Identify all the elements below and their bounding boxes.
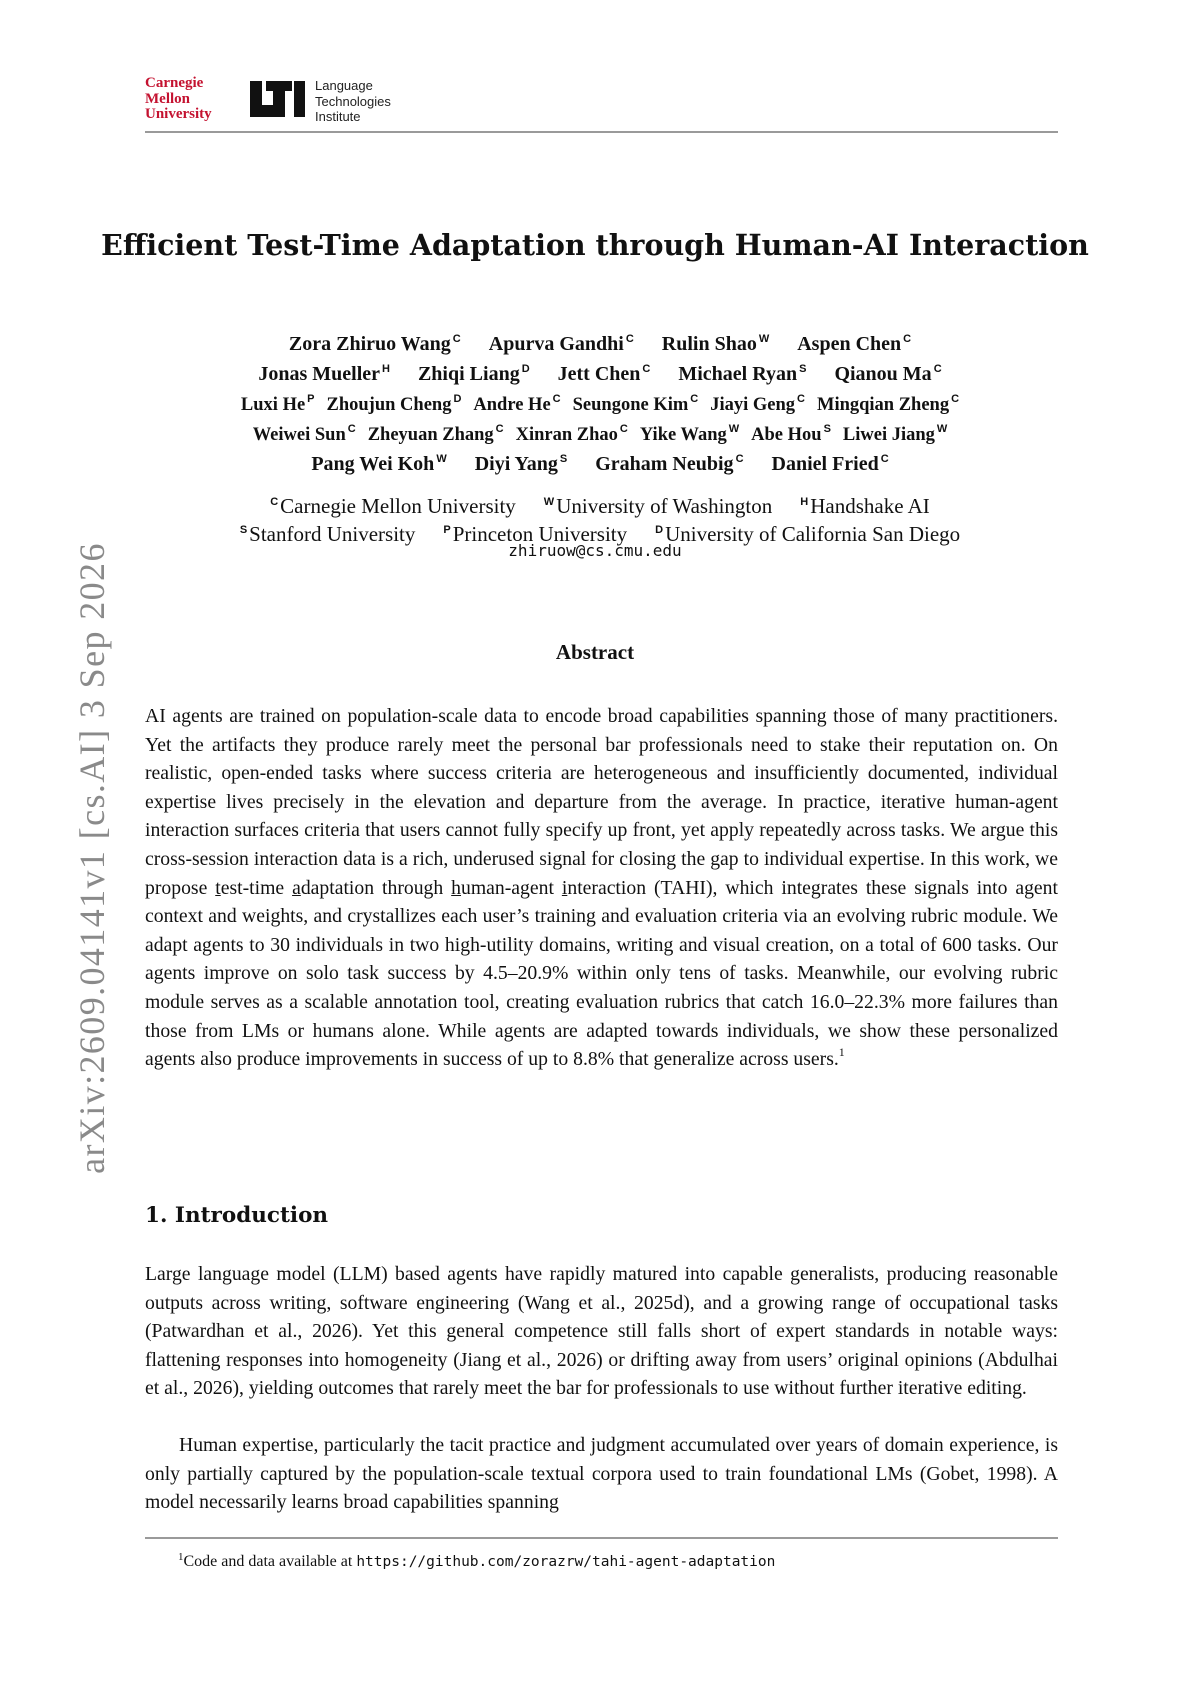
author [368,425,504,445]
affiliation-mark: C [690,393,699,405]
lti-logo-text: Language Technologies Institute [315,78,391,124]
author-name: Zheyuan Zhang [367,425,494,445]
author-row [140,414,1060,444]
author-name: Yike Wang [639,425,727,445]
affiliation-mark: C [452,333,461,345]
author [662,333,769,355]
affiliation-mark: D [453,393,462,405]
author [258,363,390,385]
affiliation-mark: C [552,393,561,405]
author [640,425,739,445]
affiliation-mark: C [625,333,634,345]
author-name: Daniel Fried [771,453,879,475]
affiliation-mark: W [543,496,555,508]
author [475,453,568,475]
cmu-logo: Carnegie Mellon University [145,75,212,122]
intro-paragraph-2: Human expertise, particularly the tacit practice and judgment accumulated over years of domain experience, is only partially captured by the population-scale textual corpora used to train foundational LMs (Gobet, 1998). A model necessarily learns broad capabilities spanning [145,1434,1058,1514]
author-name: Jett Chen [557,363,641,385]
affiliation-mark: C [951,393,960,405]
affiliation-name: University of California San Diego [665,522,961,546]
affiliation-mark: S [823,423,831,435]
affiliation-name: Carnegie Mellon University [280,494,516,518]
affiliation [270,494,516,518]
affiliation-name: Princeton University [452,522,628,546]
author-name: Mingqian Zheng [816,395,950,415]
author-name: Diyi Yang [474,453,558,475]
author [327,395,462,415]
footnote: $^1$Code and data available at https://github.com/zorazrw/tahi-agent-adaptation [178,1551,776,1570]
author [516,425,628,445]
author-row [140,354,1060,384]
affiliation-mark: S [799,363,807,375]
header-rule [145,131,1058,133]
author [797,333,911,355]
affiliation-mark: H [800,496,809,508]
affiliation-mark: C [347,423,356,435]
affiliation-name: University of Washington [556,494,773,518]
affiliation-mark: C [797,393,805,405]
author-name: Jonas Mueller [258,363,381,385]
author [710,395,805,415]
affiliation-mark: W [436,453,447,465]
affiliation [544,494,772,518]
author-name: Zora Zhiruo Wang [288,333,451,355]
author [817,395,959,415]
author-name: Apurva Gandhi [488,333,624,355]
author-name: Xinran Zhao [515,425,618,445]
affiliation-name: Stanford University [249,522,416,546]
affiliation-list [140,488,1060,544]
footnote-ref[interactable]: 1 [838,1045,845,1060]
intro-paragraph-1: Large language model (LLM) based agents have rapidly matured into capable generalists, producing reasonable outputs across writing, software engineering (Wang et al., 2025d), and a growing range of occupational tasks (Patwardhan et al., 2026). Yet this general competence still falls short of expert standards in notable ways: flattening responses into homogeneity (Jiang et al., 2026) or drifting away from users’ original opinions (Abdulhai et al., 2026), yielding outcomes that rarely meet the bar for professionals to use without further iterative editing. [145,1263,1058,1400]
affiliation-mark: C [270,496,279,508]
affiliation-mark: W [728,423,740,435]
affiliation-mark: C [933,363,942,375]
author-name: Qianou Ma [834,363,932,385]
affiliation-row [140,516,1060,544]
affiliation-mark: P [443,524,451,536]
author-name: Zhiqi Liang [417,363,520,385]
author [595,453,743,475]
author [678,363,806,385]
section-heading-introduction: 1. Introduction [145,1203,329,1228]
author [289,333,461,355]
affiliation-mark: C [642,363,651,375]
affiliation-mark: W [758,333,770,345]
affiliation-mark: C [735,453,744,465]
author-name: Abe Hou [751,425,822,445]
page-header [145,74,1058,132]
affiliation-mark: C [880,453,889,465]
abstract-body: AI agents are trained on population-scale data to encode broad capabilities spanning those of many practitioners. Yet the artifacts they produce rarely meet the personal bar professionals need to stake their reputation on. On realistic, open-ended tasks where success criteria are heterogeneous and insufficiently documented, individual expertise lives precisely in the elevation and departure from the average. In practice, iterative human-agent interaction surfaces criteria that users cannot fully specify up front, yet apply repeatedly across tasks. We argue this cross-session interaction data is a rich, underused signal for closing the gap to individual expertise. In this work, we propose test-time adaptation through human-agent interaction (TAHI), which integrates these signals into agent context and weights, and crystallizes each user’s training and evaluation criteria via an evolving rubric module. We adapt agents to 30 individuals in two high-utility domains, writing and visual creation, on a total of 600 tasks. Our agents improve on solo task success by 4.5–20.9% within only tens of tasks. Meanwhile, our evolving rubric module serves as a scalable annotation tool, creating evaluation rubrics that catch 16.0–22.3% more failures than those from LMs or humans alone. While agents are adapted towards individuals, we show these personalized agents also produce improvements in success of up to 8.8% that generalize across users.$^1$ [145,705,1058,1071]
affiliation-name: Handshake AI [810,494,930,518]
author-name: Rulin Shao [661,333,757,355]
contact-email[interactable]: zhiruow@cs.cmu.edu [508,541,682,560]
author [418,363,530,385]
affiliation-mark: D [655,524,664,536]
author-name: Zhoujun Cheng [326,395,452,415]
lti-logo-icon [248,79,308,119]
author [558,363,651,385]
affiliation-mark: D [521,363,530,375]
author-name: Weiwei Sun [252,425,346,445]
author [253,425,356,445]
author-name: Graham Neubig [595,453,734,475]
affiliation-mark: C [495,423,504,435]
affiliation [800,494,930,518]
author [573,395,699,415]
author-name: Liwei Jiang [842,425,935,445]
author [772,453,889,475]
author-row [140,444,1060,474]
author-name: Luxi He [240,395,306,415]
affiliation-mark: C [619,423,628,435]
author-row [140,324,1060,354]
author-name: Aspen Chen [797,333,902,355]
abstract-heading: Abstract [555,640,635,664]
author [751,425,831,445]
author [834,363,941,385]
affiliation-mark: C [903,333,912,345]
author [241,395,315,415]
affiliation-row [140,488,1060,516]
author [311,453,446,475]
paper-title: Efficient Test-Time Adaptation through Human-AI Interaction [101,228,1089,262]
author [473,395,560,415]
affiliation-mark: H [382,363,390,375]
code-link[interactable]: https://github.com/zorazrw/tahi-agent-adaptation [356,1554,776,1570]
author [489,333,634,355]
author-list [140,324,1060,474]
author-name: Pang Wei Koh [311,453,435,475]
author-name: Jiayi Geng [710,395,796,415]
footnote-rule [145,1537,1058,1539]
author-name: Andre He [473,395,551,415]
affiliation-mark: S [239,524,248,536]
author-row [140,384,1060,414]
affiliation-mark: W [936,423,948,435]
author-name: Seungone Kim [572,395,689,415]
author [843,425,947,445]
author-name: Michael Ryan [678,363,798,385]
affiliation-mark: P [307,393,315,405]
affiliation-mark: S [559,453,568,465]
